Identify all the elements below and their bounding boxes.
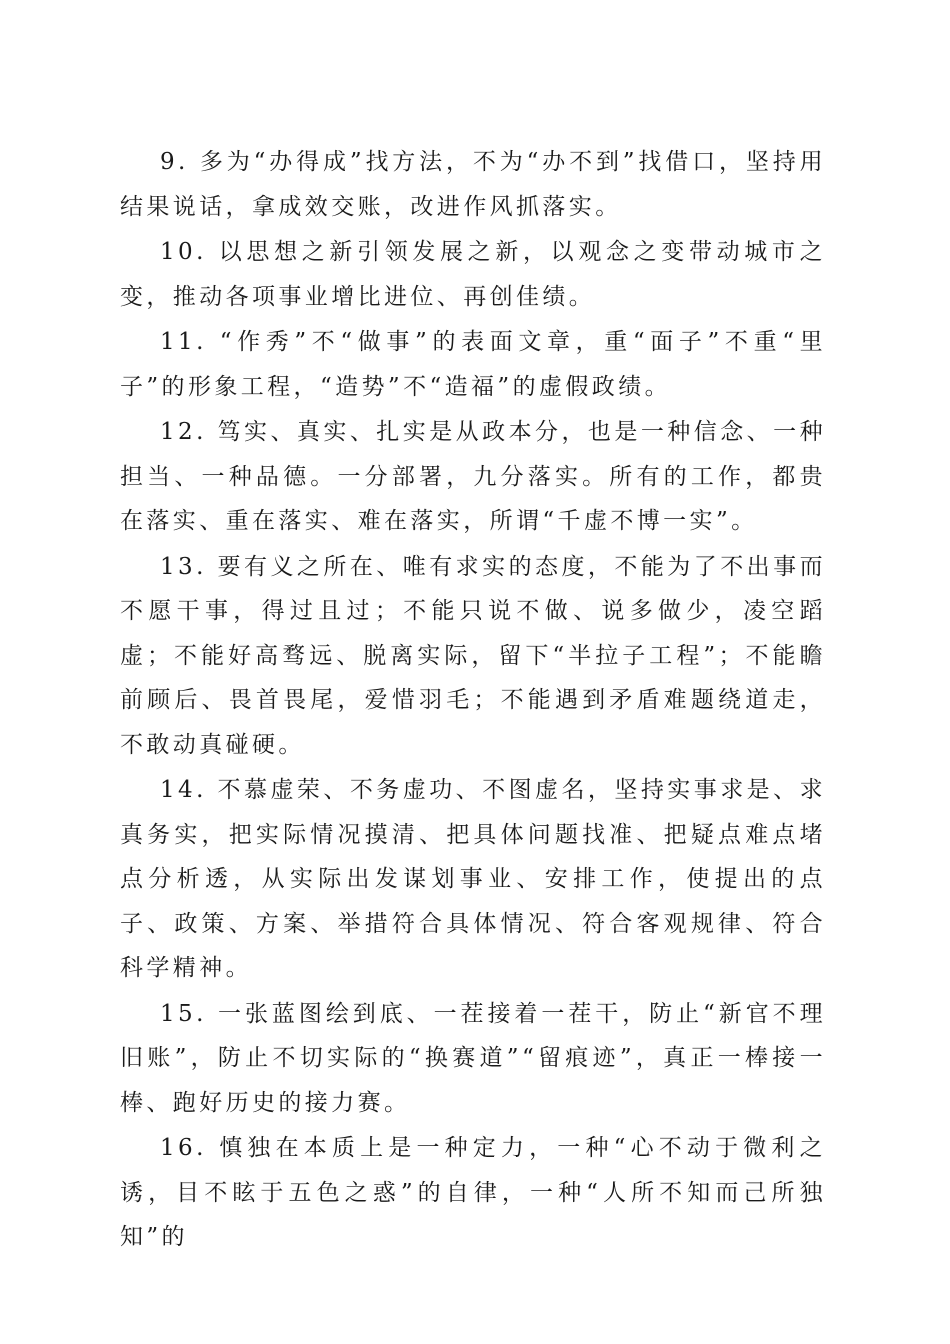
paragraph-10: 10. 以思想之新引领发展之新，以观念之变带动城市之变，推动各项事业增比进位、再创佳绩。 xyxy=(120,239,826,310)
document-body xyxy=(120,140,826,1261)
paragraph-11: 11. “作秀”不“做事”的表面文章，重“面子”不重“里子”的形象工程，“造势”不“造福”的虚假政绩。 xyxy=(120,329,826,400)
paragraph-15: 15. 一张蓝图绘到底、一茬接着一茬干，防止“新官不理旧账”，防止不切实际的“换赛道”“留痕迹”，真正一棒接一棒、跑好历史的接力赛。 xyxy=(120,1000,826,1116)
paragraph-13: 13. 要有义之所在、唯有求实的态度，不能为了不出事而不愿干事，得过且过；不能只说不做、说多做少，凌空蹈虚；不能好高骛远、脱离实际，留下“半拉子工程”；不能瞻前顾后、畏首畏尾，爱惜羽毛；不能遇到矛盾难题绕道走，不敢动真碰硬。 xyxy=(120,553,826,758)
paragraph-16: 16. 慎独在本质上是一种定力，一种“心不动于微利之诱，目不眩于五色之惑”的自律，一种“人所不知而己所独知”的 xyxy=(120,1135,826,1250)
paragraph-9: 9. 多为“办得成”找方法，不为“办不到”找借口，坚持用结果说话，拿成效交账，改进作风抓落实。 xyxy=(120,149,826,220)
paragraph-14: 14. 不慕虚荣、不务虚功、不图虚名，坚持实事求是、求真务实，把实际情况摸清、把具体问题找准、把疑点难点堵点分析透，从实际出发谋划事业、安排工作，使提出的点子、政策、方案、举措符合具体情况、符合客观规律、符合科学精神。 xyxy=(120,777,826,981)
paragraph-12: 12. 笃实、真实、扎实是从政本分，也是一种信念、一种担当、一种品德。一分部署，九分落实。所有的工作，都贵在落实、重在落实、难在落实，所谓“千虚不博一实”。 xyxy=(120,419,826,534)
